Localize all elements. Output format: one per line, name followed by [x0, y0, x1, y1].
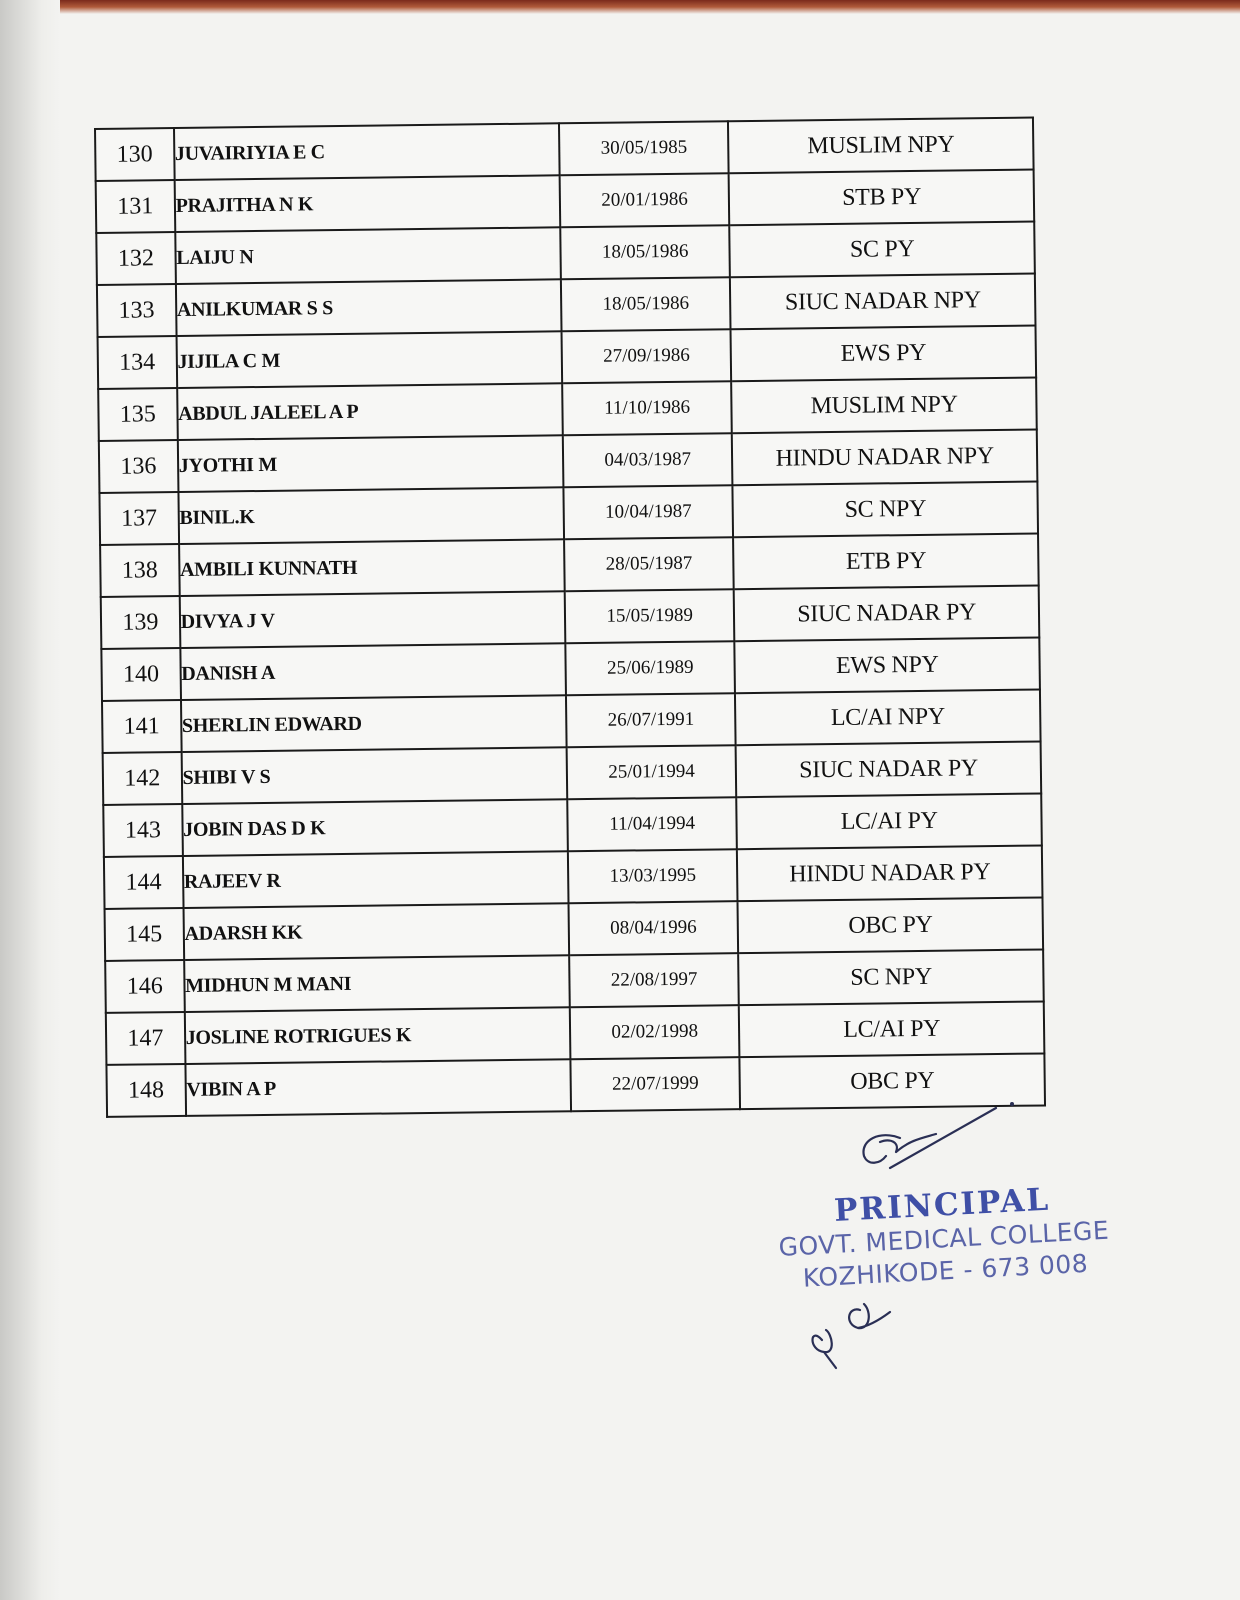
reservation-category: HINDU NADAR NPY: [732, 430, 1037, 486]
date-of-birth: 20/01/1986: [560, 173, 730, 227]
date-of-birth: 27/09/1986: [561, 329, 731, 383]
roster-table: [94, 117, 1046, 1118]
reservation-category: OBC PY: [740, 1053, 1045, 1109]
date-of-birth: 28/05/1987: [564, 537, 734, 591]
date-of-birth: 22/08/1997: [569, 953, 739, 1007]
row-number: 143: [103, 804, 182, 857]
reservation-category: OBC PY: [738, 897, 1043, 953]
row-number: 148: [106, 1064, 185, 1117]
reservation-category: SIUC NADAR NPY: [730, 274, 1035, 330]
reservation-category: EWS NPY: [735, 637, 1040, 693]
reservation-category: LC/AI PY: [737, 793, 1042, 849]
row-number: 134: [98, 336, 177, 389]
date-of-birth: 10/04/1987: [563, 485, 733, 539]
row-number: 141: [102, 700, 181, 753]
candidate-name: JUVAIRIYIA E C: [174, 123, 560, 180]
candidate-name: BINIL.K: [178, 487, 564, 544]
row-number: 145: [105, 908, 184, 961]
date-of-birth: 18/05/1986: [560, 225, 730, 279]
reservation-category: EWS PY: [731, 326, 1036, 382]
row-number: 137: [99, 492, 178, 545]
reservation-category: HINDU NADAR PY: [737, 845, 1042, 901]
page-binding-shadow: [0, 0, 60, 1600]
date-of-birth: 13/03/1995: [568, 849, 738, 903]
seal-institution: GOVT. MEDICAL COLLEGE: [777, 1215, 1110, 1262]
candidate-name: SHIBI V S: [181, 747, 567, 804]
candidate-name: DANISH A: [180, 643, 566, 700]
reservation-category: SC PY: [730, 222, 1035, 278]
candidate-name: PRAJITHA N K: [174, 175, 560, 232]
page-top-edge: [0, 0, 1240, 14]
candidate-name: VIBIN A P: [185, 1059, 571, 1116]
candidate-name: JIJILA C M: [176, 331, 562, 388]
reservation-category: ETB PY: [733, 533, 1038, 589]
reservation-category: STB PY: [729, 170, 1034, 226]
row-number: 135: [98, 388, 177, 441]
row-number: 142: [103, 752, 182, 805]
candidate-name: ABDUL JALEEL A P: [177, 383, 563, 440]
roster-table-body: [95, 118, 1045, 1117]
candidate-name: ANILKUMAR S S: [176, 279, 562, 336]
row-number: 147: [106, 1012, 185, 1065]
row-number: 130: [95, 128, 174, 181]
date-of-birth: 25/01/1994: [567, 745, 737, 799]
seal-address: KOZHIKODE - 673 008: [802, 1248, 1089, 1293]
candidate-name: LAIJU N: [175, 227, 561, 284]
candidate-name: ADARSH KK: [183, 903, 569, 960]
reservation-category: SC NPY: [739, 949, 1044, 1005]
row-number: 144: [104, 856, 183, 909]
roster-table-container: [94, 117, 1046, 1118]
row-number: 131: [96, 180, 175, 233]
reservation-category: MUSLIM NPY: [728, 118, 1033, 174]
date-of-birth: 22/07/1999: [570, 1057, 740, 1111]
date-of-birth: 11/04/1994: [567, 797, 737, 851]
candidate-name: JOSLINE ROTRIGUES K: [184, 1007, 570, 1064]
candidate-name: DIVYA J V: [179, 591, 565, 648]
date-of-birth: 30/05/1985: [559, 121, 729, 175]
reservation-category: SIUC NADAR PY: [734, 585, 1039, 641]
date-of-birth: 08/04/1996: [568, 901, 738, 955]
row-number: 133: [97, 284, 176, 337]
date-of-birth: 04/03/1987: [563, 433, 733, 487]
reservation-category: SIUC NADAR PY: [736, 741, 1041, 797]
candidate-name: JOBIN DAS D K: [182, 799, 568, 856]
reservation-category: SC NPY: [733, 482, 1038, 538]
candidate-name: JYOTHI M: [177, 435, 563, 492]
row-number: 139: [101, 596, 180, 649]
row-number: 146: [105, 960, 184, 1013]
candidate-name: MIDHUN M MANI: [184, 955, 570, 1012]
row-number: 140: [101, 648, 180, 701]
candidate-name: RAJEEV R: [183, 851, 569, 908]
date-of-birth: 11/10/1986: [562, 381, 732, 435]
row-number: 138: [100, 544, 179, 597]
date-of-birth: 02/02/1998: [570, 1005, 740, 1059]
candidate-name: SHERLIN EDWARD: [181, 695, 567, 752]
date-of-birth: 18/05/1986: [561, 277, 731, 331]
date-of-birth: 26/07/1991: [566, 693, 736, 747]
reservation-category: MUSLIM NPY: [732, 378, 1037, 434]
reservation-category: LC/AI NPY: [735, 689, 1040, 745]
row-number: 132: [96, 232, 175, 285]
date-of-birth: 25/06/1989: [565, 641, 735, 695]
candidate-name: AMBILI KUNNATH: [179, 539, 565, 596]
date-of-birth: 15/05/1989: [565, 589, 735, 643]
seal-title: PRINCIPAL: [833, 1181, 1051, 1229]
principal-seal-stamp: [776, 1179, 1112, 1296]
reservation-category: LC/AI PY: [739, 1001, 1044, 1057]
row-number: 136: [99, 440, 178, 493]
